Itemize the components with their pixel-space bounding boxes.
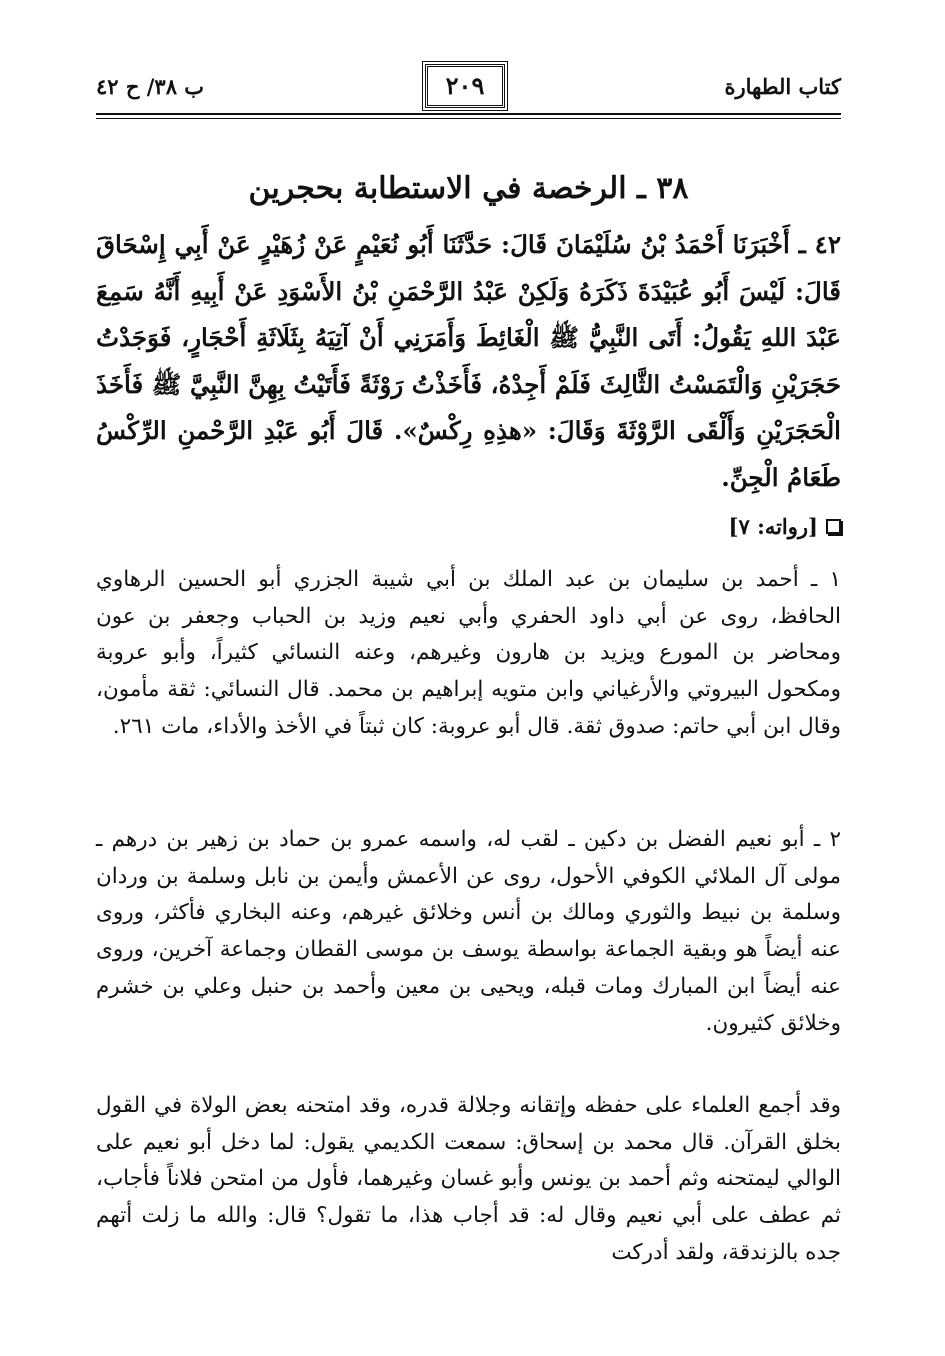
running-header-book-title: كتاب الطهارة	[724, 74, 841, 99]
hadith-text: ٤٢ ـ أَخْبَرَنَا أَحْمَدُ بْنُ سُلَيْمَانَ قَالَ: حَدَّثَنَا أَبُو نُعَيْمٍ عَنْ زُهَيْرٍ عَنْ أَبِي إِسْحَاقَ قَالَ: لَيْسَ أَبُو عُبَيْدَةَ ذَكَرَهُ وَلَكِنْ عَبْدُ الرَّحْمَنِ بْنُ الأَسْوَدِ عَنْ أَبِيهِ أَنَّهُ سَمِعَ عَبْدَ اللهِ يَقُولُ: أَتَى النَّبِيُّ ﷺ الْغَائِطَ وَأَمَرَنِي أَنْ آتِيَهُ بِثَلَاثَةِ أَحْجَارٍ، فَوَجَدْتُ حَجَرَيْنِ وَالْتَمَسْتُ الثَّالِثَ فَلَمْ أَجِدْهُ، فَأَخَذْتُ رَوْثَةً فَأَتَيْتُ بِهِنَّ النَّبِيَّ ﷺ فَأَخَذَ الْحَجَرَيْنِ وَأَلْقَى الرَّوْثَةَ وَقَالَ: «هذِهِ رِكْسٌ». قَالَ أَبُو عَبْدِ الرَّحْمنِ الرِّكْسُ طَعَامُ الْجِنِّ.	[96, 230, 841, 492]
square-bullet-icon	[826, 519, 841, 534]
narrator-paragraph: ١ ـ أحمد بن سليمان بن عبد الملك بن أبي شيبة الجزري أبو الحسين الرهاوي الحافظ، روى عن أبي داود الحفري وأبي نعيم وزيد بن الحباب وجعفر بن عون ومحاضر بن المورع ويزيد بن هارون وغيرهم، وعنه النسائي كثيراً، وأبو عروبة ومكحول البيروتي والأرغياني وابن متويه إبراهيم بن محمد. قال النسائي: ثقة مأمون، وقال ابن أبي حاتم: صدوق ثقة. قال أبو عروبة: كان ثبتاً في الأخذ والأداء، مات ٢٦١.	[96, 567, 841, 739]
narrator-paragraph: وقد أجمع العلماء على حفظه وإتقانه وجلالة قدره، وقد امتحنه بعض الولاة في القول بخلق القرآن. قال محمد بن إسحاق: سمعت الكديمي يقول: لما دخل أبو نعيم على الوالي ليمتحنه وثم أحمد بن يونس وأبو غسان وغيرهما، فأول من امتحن فلاناً فأجاب، ثم عطف على أبي نعيم وقال له: قد أجاب هذا، ما تقول؟ قال: والله ما زلت أتهم جده بالزندقة، ولقد أدركت	[96, 1093, 841, 1265]
chapter-title: ٣٨ ـ الرخصة في الاستطابة بحجرين	[248, 171, 689, 206]
narrator-paragraph: ٢ ـ أبو نعيم الفضل بن دكين ـ لقب له، واسمه عمرو بن حماد بن زهير بن درهم ـ مولى آل الملائي الكوفي الأحول، روى عن الأعمش وأيمن بن نابل وسلمة بن وردان وسلمة بن نبيط والثوري ومالك بن أنس وخلائق غيرهم، وعنه البخاري فأكثر، وروى عنه أيضاً هو وبقية الجماعة بواسطة يوسف بن موسى القطان وجماعة آخرين، وروى عنه أيضاً ابن المبارك ومات قبله، ويحيى بن معين وأحمد بن حنبل وعلي بن خشرم وخلائق كثيرون.	[96, 827, 841, 1036]
header-rule	[96, 113, 841, 115]
narrators-section-heading	[729, 514, 841, 539]
page-number-frame	[425, 64, 505, 108]
running-header-reference: ب ٣٨/ ح ٤٢	[96, 74, 205, 99]
narrators-label: [رواته: ٧]	[728, 514, 818, 539]
page-number: ٢٠٩	[445, 71, 485, 100]
header-rule-thin	[96, 118, 841, 119]
